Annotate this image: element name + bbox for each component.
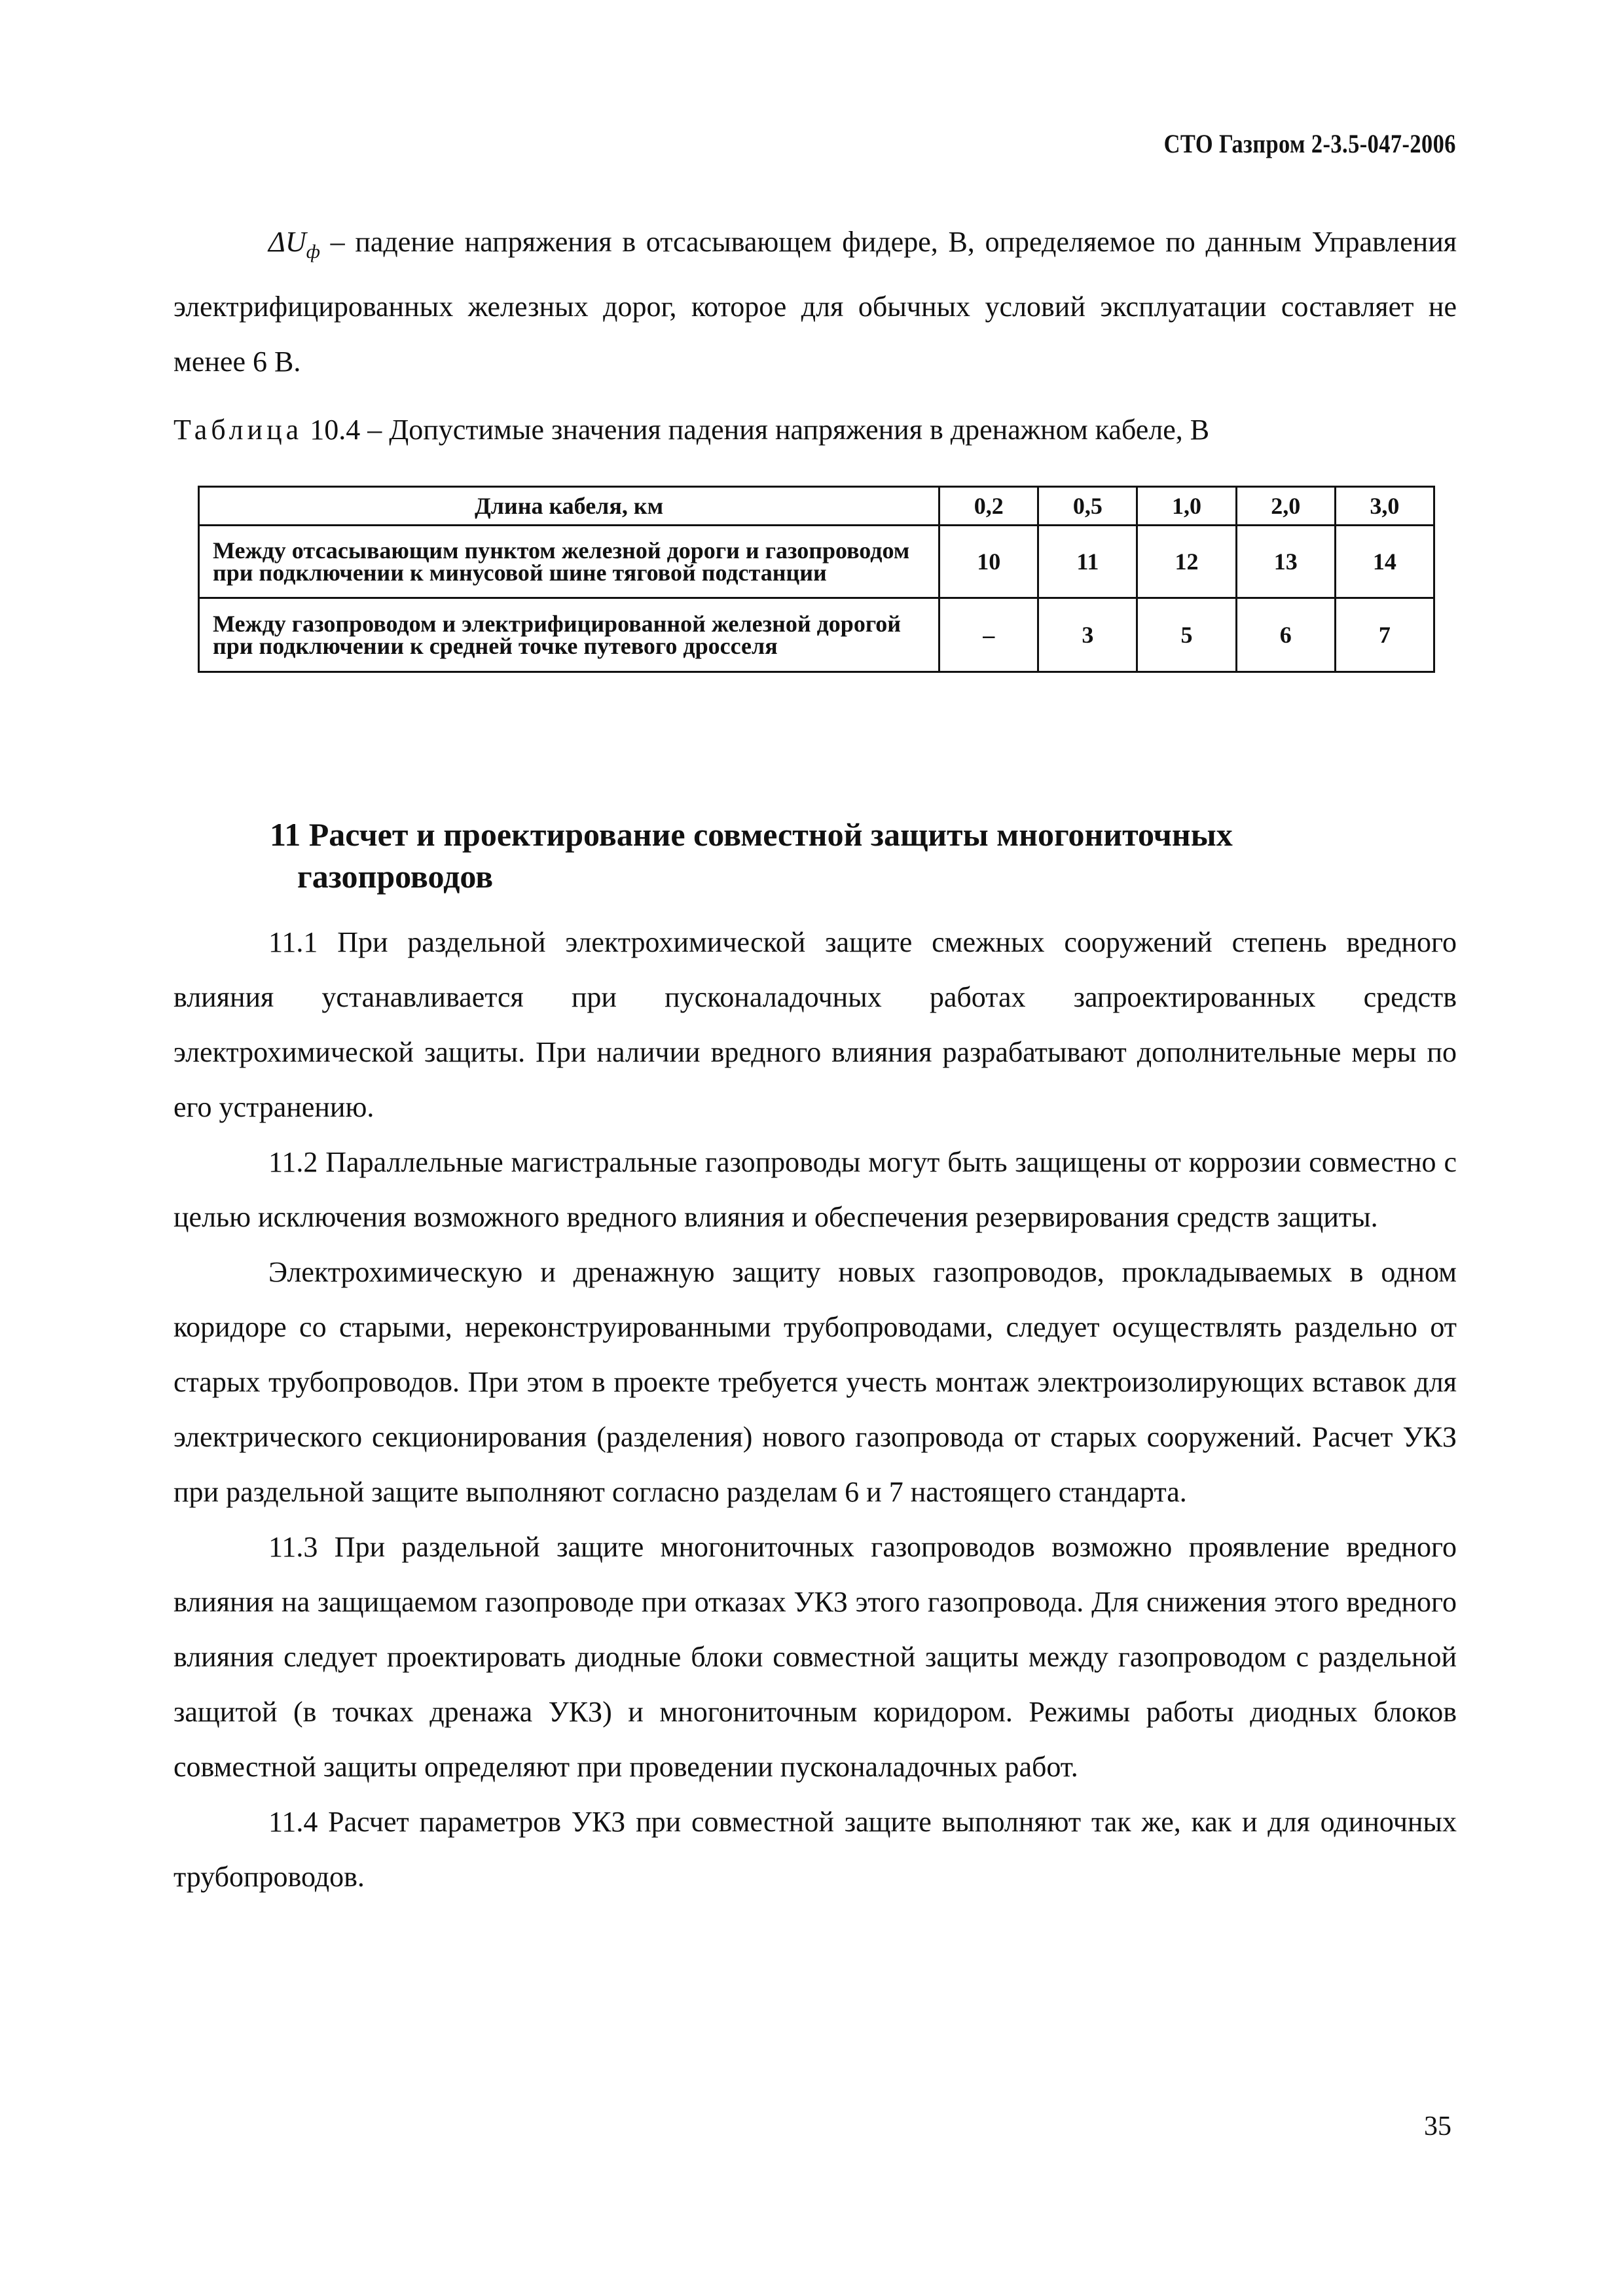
section-title-line2: газопроводов xyxy=(297,858,494,895)
voltage-drop-table xyxy=(198,486,1435,673)
table-cell: 3 xyxy=(1038,598,1137,672)
intro-paragraph xyxy=(173,215,1457,389)
table-row-label: Между газопроводом и электрифицированной железной дорогой при подключении к средней точке путевого дросселя xyxy=(199,598,939,672)
table-header-row xyxy=(199,487,1434,526)
intro-text xyxy=(173,215,1457,389)
table-cell: 13 xyxy=(1236,526,1335,598)
table-header-cell: 0,5 xyxy=(1038,487,1137,526)
document-header: СТО Газпром 2-3.5-047-2006 xyxy=(1163,129,1456,158)
table-header-cell: 3,0 xyxy=(1335,487,1434,526)
paragraph-11-2-continued: Электрохимическую и дренажную защиту новых газопроводов, прокладываемых в одном коридоре со старыми, нереконструированными трубопроводами, следует осуществлять раздельно от старых трубопроводов. При этом в проекте требуется учесть монтаж электроизолирующих вставок для электрического секционирования (разделения) нового газопровода от старых сооружений. Расчет УКЗ при раздельной защите выполняют согласно разделам 6 и 7 настоящего стандарта. xyxy=(173,1256,1457,1508)
table-cell: 10 xyxy=(939,526,1038,598)
table-header-cell: 1,0 xyxy=(1137,487,1236,526)
table-caption-prefix: Таблица xyxy=(173,414,303,446)
symbol-subscript: ф xyxy=(306,241,320,262)
table-cell: 11 xyxy=(1038,526,1137,598)
table-row xyxy=(199,598,1434,672)
page-number: 35 xyxy=(1424,2111,1451,2142)
table-header-cell: 0,2 xyxy=(939,487,1038,526)
table-row-label: Между отсасывающим пунктом железной дороги и газопроводом при подключении к минусовой шине тяговой подстанции xyxy=(199,526,939,598)
table-cell: 5 xyxy=(1137,598,1236,672)
section-title xyxy=(270,814,1383,897)
symbol-delta-u: ΔU xyxy=(268,226,306,258)
section-body xyxy=(173,915,1457,1905)
table-row xyxy=(199,526,1434,598)
table-caption xyxy=(173,403,1209,457)
paragraph-11-2: 11.2 Параллельные магистральные газопроводы могут быть защищены от коррозии совместно с целью исключения возможного вредного влияния и обеспечения резервирования средств защиты. xyxy=(173,1146,1457,1233)
table-cell: 6 xyxy=(1236,598,1335,672)
table-cell: – xyxy=(939,598,1038,672)
table-caption-text: 10.4 – Допустимые значения падения напряжения в дренажном кабеле, В xyxy=(302,414,1210,446)
paragraph-11-3: 11.3 При раздельной защите многониточных газопроводов возможно проявление вредного влияния на защищаемом газопроводе при отказах УКЗ этого газопровода. Для снижения этого вредного влияния следует проектировать диодные блоки совместной защиты между газопроводом с раздельной защитой (в точках дренажа УКЗ) и многониточным коридором. Режимы работы диодных блоков совместной защиты определяют при проведении пусконаладочных работ. xyxy=(173,1531,1457,1783)
table-header-label: Длина кабеля, км xyxy=(199,487,939,526)
table-cell: 7 xyxy=(1335,598,1434,672)
table-cell: 12 xyxy=(1137,526,1236,598)
intro-definition: – падение напряжения в отсасывающем фидере, В, определяемое по данным Управления электрифицированных железных дорог, которое для обычных условий эксплуатации составляет не менее 6 В. xyxy=(173,226,1457,378)
paragraph-11-4: 11.4 Расчет параметров УКЗ при совместной защите выполняют так же, как и для одиночных трубопроводов. xyxy=(173,1806,1457,1893)
paragraph-11-1: 11.1 При раздельной электрохимической защите смежных сооружений степень вредного влияния устанавливается при пусконаладочных работах запроектированных средств электрохимической защиты. При наличии вредного влияния разрабатывают дополнительные меры по его устранению. xyxy=(173,926,1457,1123)
table-header-cell: 2,0 xyxy=(1236,487,1335,526)
table-cell: 14 xyxy=(1335,526,1434,598)
section-title-line1: 11 Расчет и проектирование совместной защиты многониточных xyxy=(270,816,1233,853)
